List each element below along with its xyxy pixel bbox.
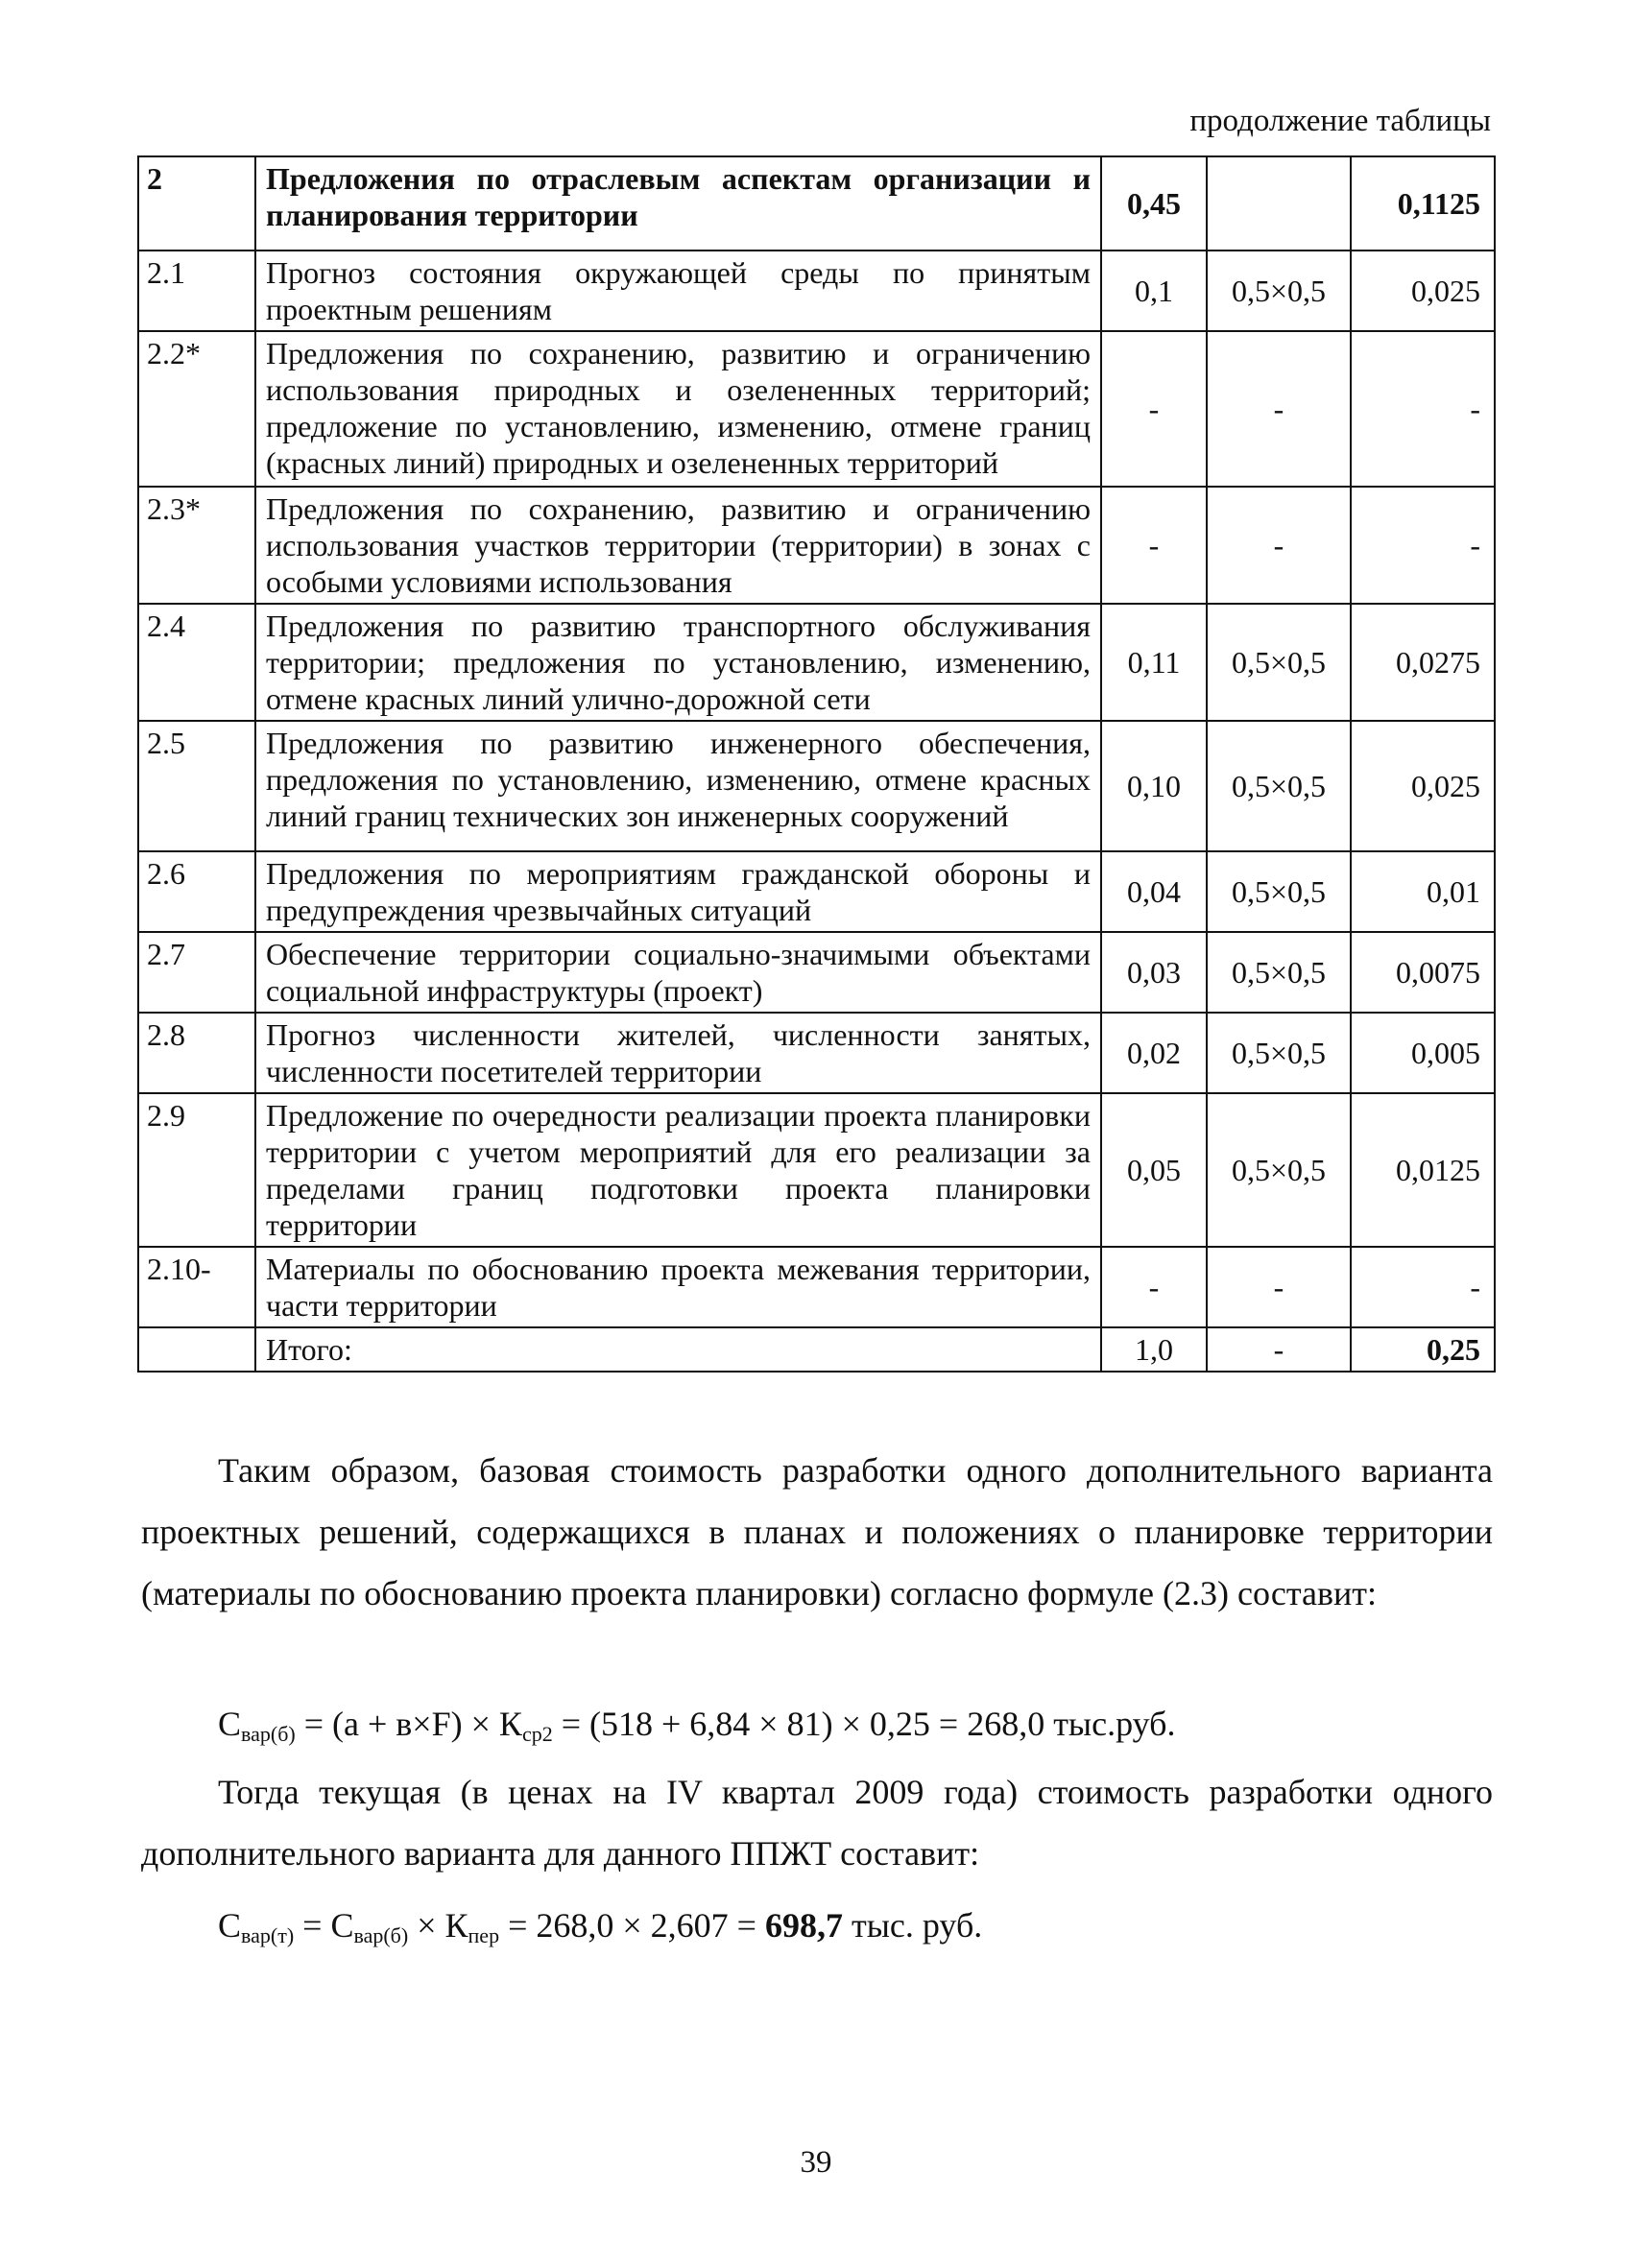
cell-description: Предложения по сохранению, развитию и ограничению использования участков территории (территории) в зонах с особыми условиями использования <box>255 487 1101 604</box>
cell-share: - <box>1351 1247 1495 1327</box>
formula-base-cost: $С_{вар(б)} = (а + в\times F) \times К_{ср2} = (518 + 6,84 \times 81) \times 0,25 = 268,0$ тыс.руб. <box>218 1705 1176 1746</box>
cell-coefficient: 0,03 <box>1101 932 1207 1013</box>
cell-coefficient: 0,05 <box>1101 1093 1207 1247</box>
cell-factor: 0,5×0,5 <box>1207 604 1351 721</box>
cell-coefficient: 0,1 <box>1101 251 1207 331</box>
cell-description: Обеспечение территории социально-значимыми объектами социальной инфраструктуры (проект) <box>255 932 1101 1013</box>
cell-share: 0,025 <box>1351 251 1495 331</box>
table-row <box>138 1093 1495 1247</box>
paragraph-base-cost: Таким образом, базовая стоимость разработки одного дополнительного варианта проектных решений, содержащихся в планах и положениях о планировке территории (материалы по обоснованию проекта планировки) согласно формуле (2.3) составит: <box>141 1451 1493 1612</box>
table-row <box>138 932 1495 1013</box>
cell-factor: 0,5×0,5 <box>1207 851 1351 932</box>
cell-code: 2.10- <box>138 1247 255 1327</box>
cell-share: 0,01 <box>1351 851 1495 932</box>
cell-share: 0,1125 <box>1351 156 1495 251</box>
table-row <box>138 1013 1495 1093</box>
cell-code: 2.6 <box>138 851 255 932</box>
cell-share: 0,25 <box>1351 1327 1495 1372</box>
cell-description: Предложения по развитию транспортного обслуживания территории; предложения по установлению, изменению, отмене красных линий улично-дорожной сети <box>255 604 1101 721</box>
cell-code: 2.9 <box>138 1093 255 1247</box>
cell-share: 0,0075 <box>1351 932 1495 1013</box>
cell-factor <box>1207 156 1351 251</box>
cell-share: - <box>1351 331 1495 487</box>
cell-factor: - <box>1207 487 1351 604</box>
cell-factor: - <box>1207 1247 1351 1327</box>
cell-coefficient: 0,04 <box>1101 851 1207 932</box>
cost-table-body <box>138 156 1495 1372</box>
cell-coefficient: - <box>1101 331 1207 487</box>
cell-code: 2.4 <box>138 604 255 721</box>
cell-code: 2.3* <box>138 487 255 604</box>
cell-coefficient: 1,0 <box>1101 1327 1207 1372</box>
table-row <box>138 487 1495 604</box>
cell-description: Прогноз состояния окружающей среды по принятым проектным решениям <box>255 251 1101 331</box>
formula-result: 698,7 <box>765 1906 843 1945</box>
cell-code: 2.1 <box>138 251 255 331</box>
formula-current-cost: $С_{вар(т)} = С_{вар(б)} \times К_{пер} = 268,0 \times 2,607 = 698,7$ тыс. руб. <box>218 1906 983 1947</box>
cell-factor: 0,5×0,5 <box>1207 1013 1351 1093</box>
cell-description: Итого: <box>255 1327 1101 1372</box>
cell-coefficient: 0,11 <box>1101 604 1207 721</box>
cell-factor: - <box>1207 1327 1351 1372</box>
cell-description: Материалы по обоснованию проекта межевания территории, части территории <box>255 1247 1101 1327</box>
table-row <box>138 156 1495 251</box>
cell-coefficient: 0,45 <box>1101 156 1207 251</box>
cell-code <box>138 1327 255 1372</box>
table-row <box>138 251 1495 331</box>
cell-share: 0,0275 <box>1351 604 1495 721</box>
table-row <box>138 604 1495 721</box>
cell-description: Предложение по очередности реализации проекта планировки территории с учетом мероприятий для его реализации за пределами границ подготовки проекта планировки территории <box>255 1093 1101 1247</box>
cell-factor: 0,5×0,5 <box>1207 721 1351 851</box>
cell-coefficient: 0,02 <box>1101 1013 1207 1093</box>
cell-code: 2.8 <box>138 1013 255 1093</box>
cell-coefficient: - <box>1101 1247 1207 1327</box>
paragraph-current-cost: Тогда текущая (в ценах на IV квартал 2009 года) стоимость разработки одного дополнительного варианта для данного ППЖТ составит: <box>141 1773 1493 1873</box>
cell-coefficient: - <box>1101 487 1207 604</box>
cell-share: 0,0125 <box>1351 1093 1495 1247</box>
cell-description: Предложения по развитию инженерного обеспечения, предложения по установлению, изменению, отмене красных линий границ технических зон инженерных сооружений <box>255 721 1101 851</box>
cell-description: Предложения по отраслевым аспектам организации и планирования территории <box>255 156 1101 251</box>
cell-code: 2.5 <box>138 721 255 851</box>
table-row <box>138 851 1495 932</box>
cell-code: 2.2* <box>138 331 255 487</box>
cell-share: 0,025 <box>1351 721 1495 851</box>
cell-description: Прогноз численности жителей, численности занятых, численности посетителей территории <box>255 1013 1101 1093</box>
cell-code: 2.7 <box>138 932 255 1013</box>
table-row <box>138 331 1495 487</box>
cell-description: Предложения по сохранению, развитию и ограничению использования природных и озелененных территорий; предложение по установлению, изменению, отмене границ (красных линий) природных и озелененных территорий <box>255 331 1101 487</box>
cell-factor: 0,5×0,5 <box>1207 251 1351 331</box>
table-row-total <box>138 1327 1495 1372</box>
page-number: 39 <box>800 2145 832 2180</box>
cost-table <box>137 155 1496 1373</box>
cell-description: Предложения по мероприятиям гражданской обороны и предупреждения чрезвычайных ситуаций <box>255 851 1101 932</box>
table-continuation-caption: продолжение таблицы <box>1189 104 1491 138</box>
cell-code: 2 <box>138 156 255 251</box>
table-row <box>138 721 1495 851</box>
cell-share: - <box>1351 487 1495 604</box>
table-row <box>138 1247 1495 1327</box>
cell-coefficient: 0,10 <box>1101 721 1207 851</box>
cell-factor: - <box>1207 331 1351 487</box>
cell-factor: 0,5×0,5 <box>1207 932 1351 1013</box>
cell-share: 0,005 <box>1351 1013 1495 1093</box>
cell-factor: 0,5×0,5 <box>1207 1093 1351 1247</box>
